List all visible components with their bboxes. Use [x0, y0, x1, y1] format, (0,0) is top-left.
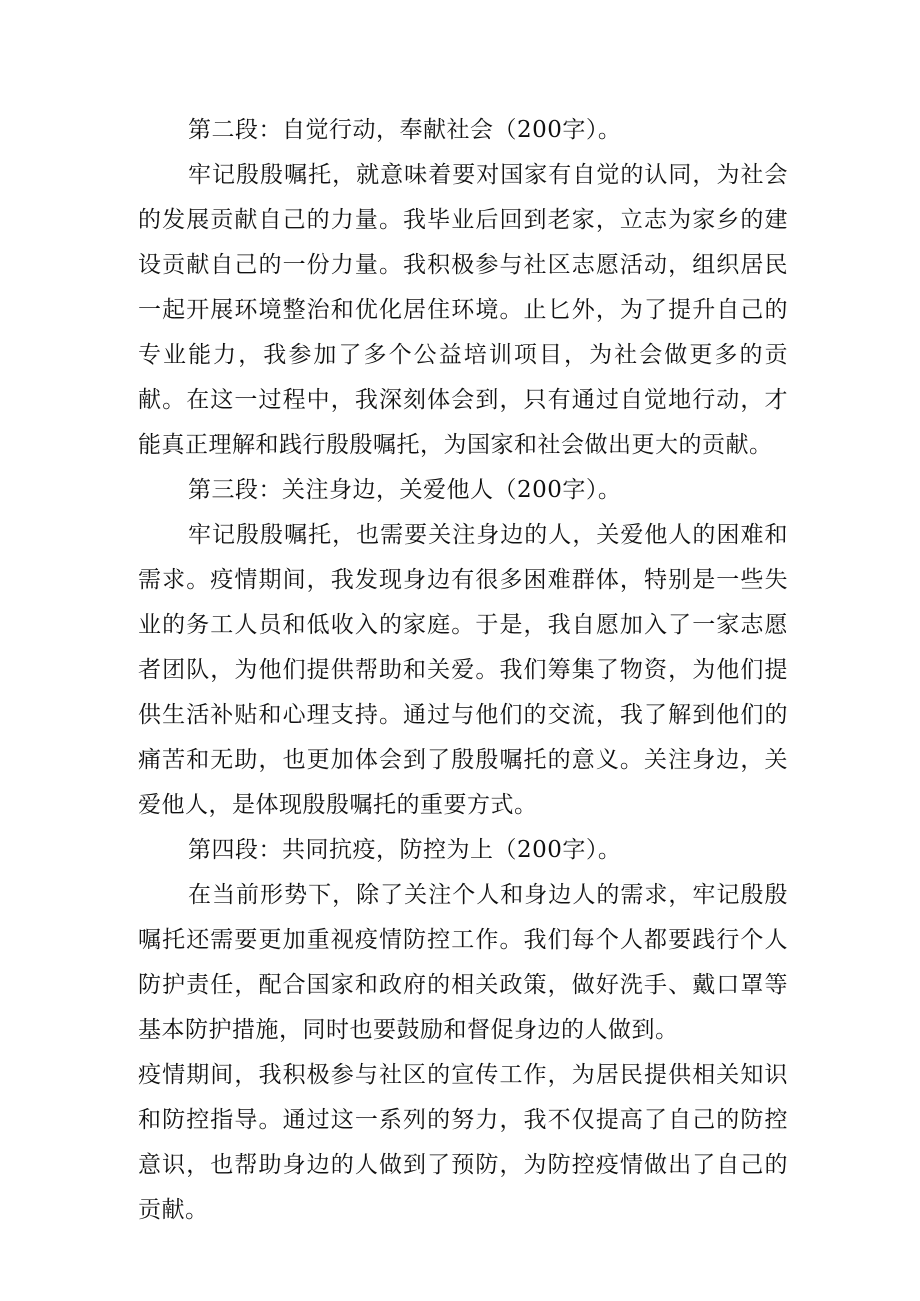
section-body-4-continued: 疫情期间，我积极参与社区的宣传工作，为居民提供相关知识和防控指导。通过这一系列的努力，我不仅提高了自己的防控意识，也帮助身边的人做到了预防，为防控疫情做出了自己的贡献。	[138, 1062, 788, 1223]
section-heading-2: 第二段：自觉行动，奉献社会（200字）。	[188, 117, 622, 143]
section-body-4: 在当前形势下，除了关注个人和身边人的需求，牢记殷殷嘱托还需要更加重视疫情防控工作。我们每个人都要践行个人防护责任，配合国家和政府的相关政策，做好洗手、戴口罩等基本防护措施，同时也要鼓励和督促身边的人做到。	[138, 882, 788, 1043]
document-body	[138, 108, 788, 1233]
section-heading-4: 第四段：共同抗疫，防控为上（200字）。	[188, 837, 622, 863]
section-heading-3: 第三段：关注身边，关爱他人（200字）。	[188, 477, 622, 503]
section-body-3: 牢记殷殷嘱托，也需要关注身边的人，关爱他人的困难和需求。疫情期间，我发现身边有很多困难群体，特别是一些失业的务工人员和低收入的家庭。于是，我自愿加入了一家志愿者团队，为他们提供帮助和关爱。我们筹集了物资，为他们提供生活补贴和心理支持。通过与他们的交流，我了解到他们的痛苦和无助，也更加体会到了殷殷嘱托的意义。关注身边，关爱他人，是体现殷殷嘱托的重要方式。	[138, 522, 788, 818]
section-body-2: 牢记殷殷嘱托，就意味着要对国家有自觉的认同，为社会的发展贡献自己的力量。我毕业后回到老家，立志为家乡的建设贡献自己的一份力量。我积极参与社区志愿活动，组织居民一起开展环境整治和优化居住环境。止匕外，为了提升自己的专业能力，我参加了多个公益培训项目，为社会做更多的贡献。在这一过程中，我深刻体会到，只有通过自觉地行动，才能真正理解和践行殷殷嘱托，为国家和社会做出更大的贡献。	[138, 162, 788, 458]
